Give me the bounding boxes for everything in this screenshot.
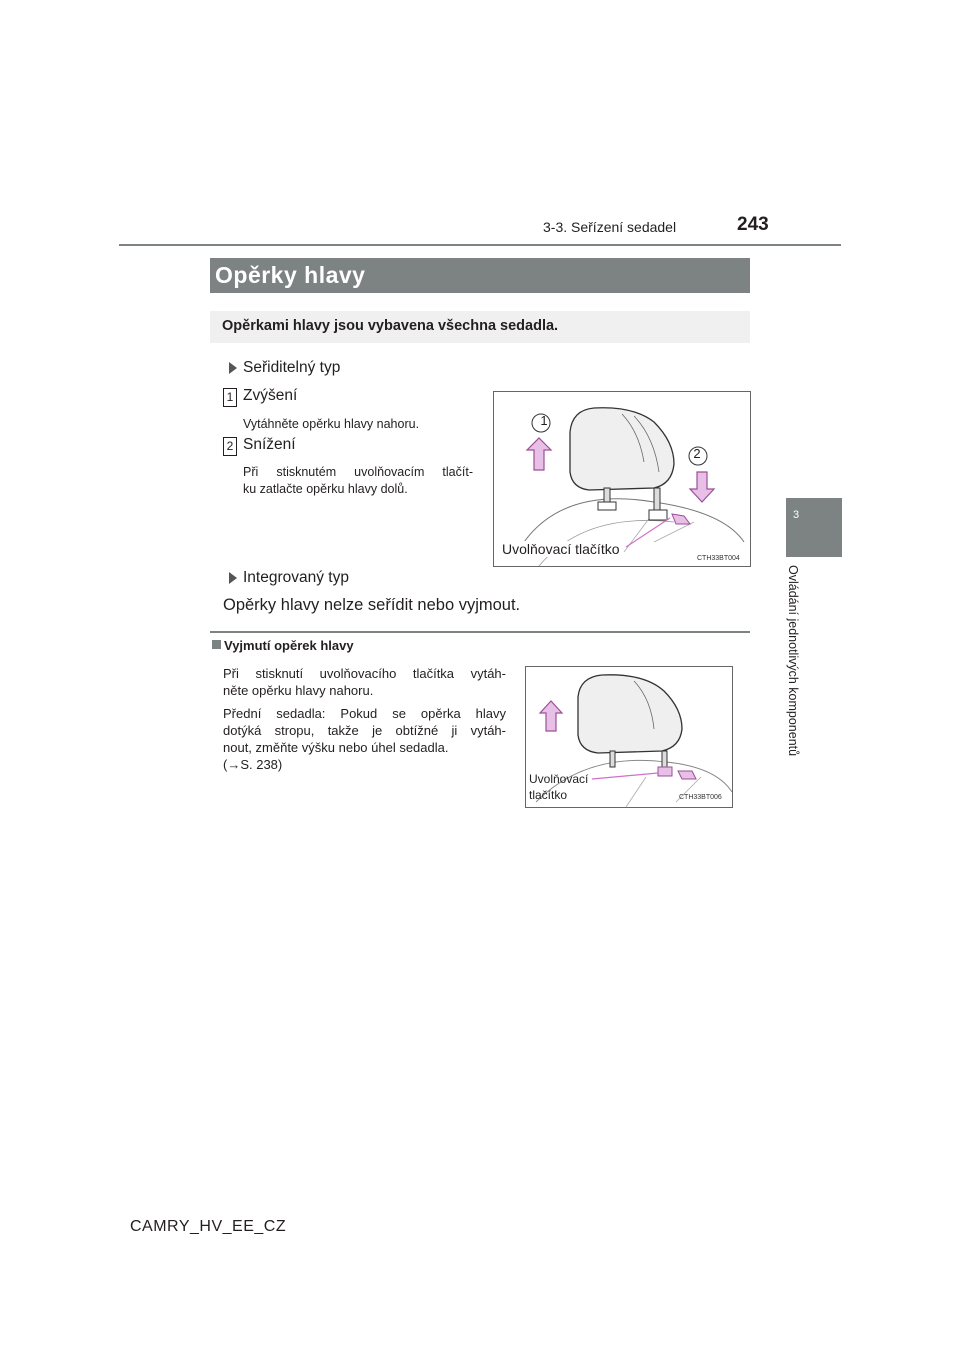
removal-heading: Vyjmutí opěrek hlavy xyxy=(224,638,354,653)
removal-p1-line2: něte opěrku hlavy nahoru. xyxy=(223,683,374,698)
release-button-label-line2: tlačítko xyxy=(529,788,568,802)
integrated-type-label: Integrovaný typ xyxy=(243,569,349,586)
removal-p2-line3: nout, změňte výšku nebo úhel sedadla. xyxy=(223,740,449,755)
adjustable-type-label: Seřiditelný typ xyxy=(243,359,341,376)
document-footer: CAMRY_HV_EE_CZ xyxy=(130,1218,287,1235)
removal-p2-line1: Přední sedadla: Pokud se opěrka hlavy xyxy=(223,706,506,721)
triangle-bullet-icon xyxy=(229,362,237,374)
raise-description: Vytáhněte opěrku hlavy nahoru. xyxy=(243,417,420,431)
removal-p2-line4: (→S. 238) xyxy=(223,757,283,772)
removal-p1-line1: Při stisknutí uvolňovacího tlačítka vytáh- xyxy=(223,666,506,681)
callout-1: 1 xyxy=(540,413,548,428)
header-divider xyxy=(119,244,841,246)
callout-2: 2 xyxy=(693,446,701,461)
integrated-text: Opěrky hlavy nelze seřídit nebo vyjmout. xyxy=(223,596,521,614)
removal-p2-line2: dotýká stropu, takže je obtížné ji vytáh- xyxy=(223,723,506,738)
lower-description-line2: ku zatlačte opěrku hlavy dolů. xyxy=(243,482,408,496)
section-divider xyxy=(210,631,750,633)
square-bullet-icon xyxy=(212,640,221,649)
headrest-adjust-illustration xyxy=(494,392,750,566)
chapter-tab xyxy=(786,498,842,557)
release-button-label: Uvolňovací tlačítko xyxy=(502,541,620,557)
page-title: Opěrky hlavy xyxy=(215,262,366,288)
subtitle: Opěrkami hlavy jsou vybavena všechna sedadla. xyxy=(222,318,559,334)
raise-label: Zvýšení xyxy=(243,387,298,404)
lower-label: Snížení xyxy=(243,436,296,453)
release-button-label-line1: Uvolňovací xyxy=(529,772,589,786)
figure-code: CTH33BT006 xyxy=(679,794,722,801)
triangle-bullet-icon xyxy=(229,572,237,584)
item-number-1: 1 xyxy=(223,388,237,407)
figure-code: CTH33BT004 xyxy=(697,555,740,562)
lower-description-line1: Při stisknutém uvolňovacím tlačít- xyxy=(243,465,473,479)
page-number: 243 xyxy=(737,214,769,235)
chapter-title: Ovládání jednotlivých komponentů xyxy=(786,565,800,757)
section-header: 3-3. Seřízení sedadel xyxy=(543,219,677,235)
chapter-number: 3 xyxy=(792,509,800,521)
item-number-2: 2 xyxy=(223,437,237,456)
